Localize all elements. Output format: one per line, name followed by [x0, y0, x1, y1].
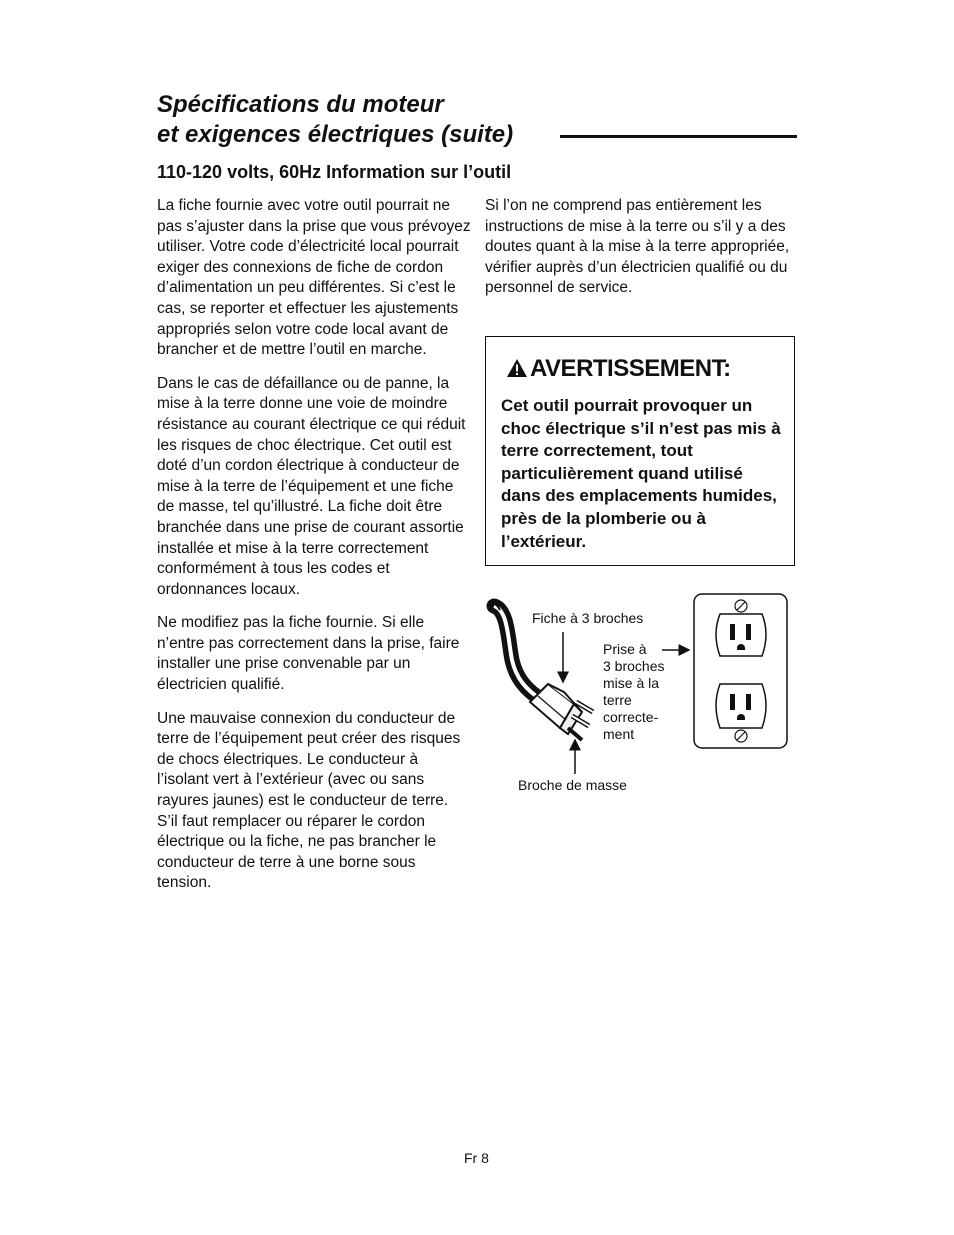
- paragraph: La fiche fournie avec votre outil pourrait ne pas s’ajuster dans la prise que vous prévoyez utiliser. Votre code d’électricité local pourrait exiger des connexions de fiche de cordon d’alimentation un peu différentes. Si c’est le cas, se reporter et effectuer les ajustements appropriés selon votre code local avant de brancher et de mettre l’outil en marche.: [157, 197, 471, 359]
- paragraph: Dans le cas de défaillance ou de panne, la mise à la terre donne une voie de moindre résistance au courant électrique ce qui réduit les risques de choc électrique. Cet outil est doté d’un cordon électrique à conducteur de mise à la terre de l’équipement et une fiche de masse, tel qu’illustré. La fiche doit être branchée dans une prise de courant assortie installée et mise à la terre correctement conformément à tous les codes et ordonnances locaux.: [157, 374, 466, 598]
- paragraph: Ne modifiez pas la fiche fournie. Si elle n’entre pas correctement dans la prise, faire installer une prise convenable par un électricien qualifié.: [157, 614, 460, 694]
- grounded-outlet: [694, 594, 787, 748]
- outlet-label: Prise à 3 broches mise à la terre correcte- ment: [603, 641, 665, 742]
- section-subtitle: 110-120 volts, 60Hz Information sur l’outil: [157, 162, 512, 182]
- warning-body: Cet outil pourrait provoquer un choc électrique s’il n’est pas mis à terre correctement, tout particulièrement quand utilisé dans des emplacements humides, près de la plomberie ou à l’extérieur.: [501, 396, 781, 551]
- three-prong-plug: [530, 684, 593, 740]
- title-line-2: et exigences électriques (suite): [157, 121, 514, 148]
- page-number: Fr 8: [464, 1150, 489, 1166]
- warning-heading-text: AVERTISSEMENT:: [530, 355, 731, 382]
- ground-prong-label: Broche de masse: [518, 777, 627, 793]
- title-line-1: Spécifications du moteur: [157, 91, 444, 118]
- plug-label: Fiche à 3 broches: [532, 610, 644, 626]
- paragraph: Une mauvaise connexion du conducteur de terre de l’équipement peut créer des risques de chocs électriques. Le conducteur à l’isolant vert à l’extérieur (avec ou sans rayures jaunes) est le conducteur de terre. S’il faut remplacer ou réparer le cordon électrique ou la fiche, ne pas brancher le conducteur de terre à une borne sous tension.: [157, 709, 461, 892]
- paragraph: Si l’on ne comprend pas entièrement les instructions de mise à la terre ou s’il y a des doutes quant à la mise à la terre appropriée, vérifier auprès d’un électricien qualifié ou du personnel de service.: [485, 197, 790, 297]
